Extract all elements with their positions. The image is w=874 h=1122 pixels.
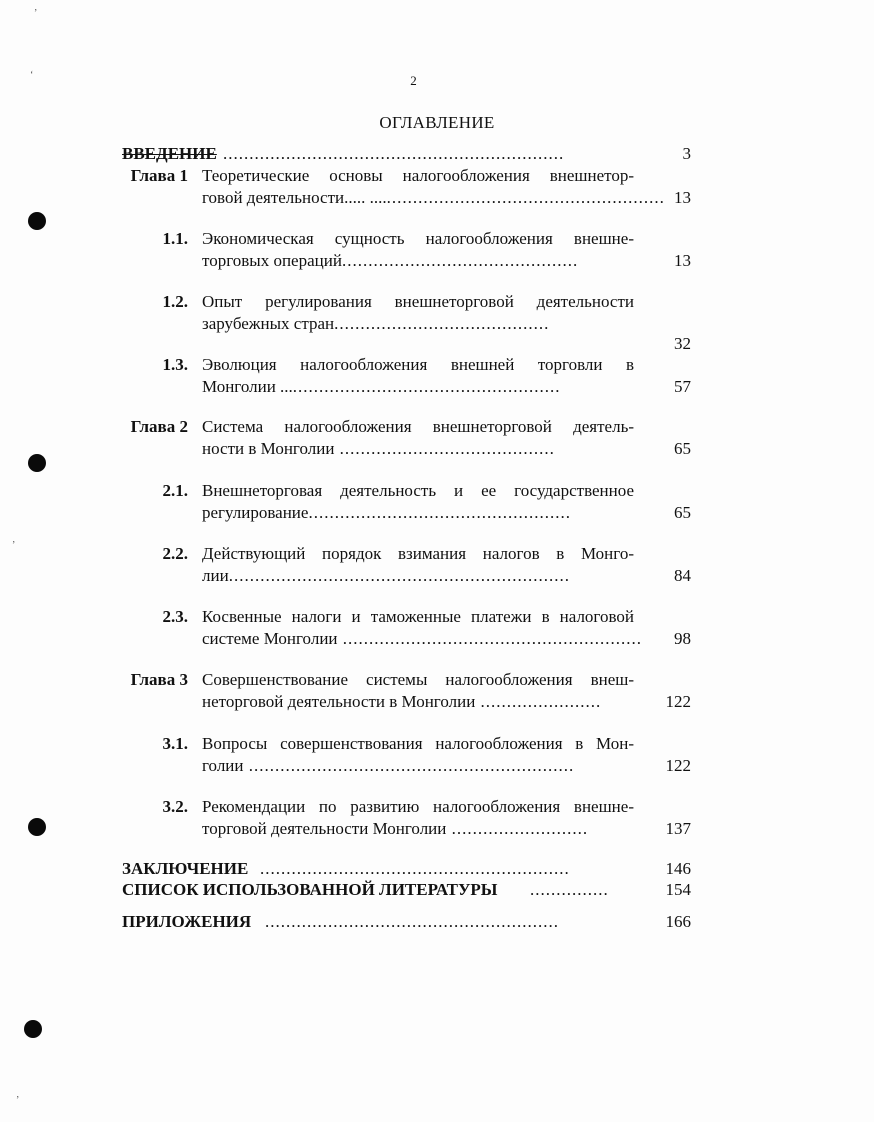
toc-entry-section[interactable] xyxy=(0,606,797,650)
toc-title: ОГЛАВЛЕНИЕ xyxy=(379,113,495,132)
toc-leader-dots: ........................................................ xyxy=(265,912,559,931)
toc-entry-text: Действующий порядок взимания налогов в Монго- лии................................................................. xyxy=(202,544,634,585)
toc-entry-text: Рекомендации по развитию налогообложения внешне- торговой деятельности Монголии .......................... xyxy=(202,797,634,838)
toc-entry-label: 3.2. xyxy=(162,797,188,816)
toc-entry-label: Глава 1 xyxy=(130,166,188,185)
scan-mark: ʼ xyxy=(34,8,38,19)
toc-entry-text: Опыт регулирования внешнеторговой деятельности зарубежных стран......................................... xyxy=(202,292,634,333)
toc-entry-label: 1.1. xyxy=(162,229,188,248)
toc-entry-label: 1.3. xyxy=(162,355,188,374)
toc-entry-label: 2.1. xyxy=(162,481,188,500)
scan-mark: ʼ xyxy=(12,540,16,551)
toc-entry-text: Теоретические основы налогообложения внешнетор- говой деятельности..... ......................................................... xyxy=(202,166,665,207)
toc-entry-text: Совершенствование системы налогообложения внеш- неторговой деятельности в Монголии ....................... xyxy=(202,670,634,711)
toc-entry-chapter[interactable] xyxy=(0,416,797,460)
toc-entry-label: ЗАКЛЮЧЕНИЕ xyxy=(122,859,249,878)
toc-leader-dots: ............... xyxy=(530,880,609,899)
toc-entry-page: 154 xyxy=(665,880,691,899)
toc-entry-text: Система налогообложения внешнеторговой деятель- ности в Монголии ......................................... xyxy=(202,417,634,458)
toc-entry-text: Экономическая сущность налогообложения внешне- торговых операций............................................. xyxy=(202,229,634,270)
toc-entry-page: 98 xyxy=(674,629,691,648)
toc-entry-page: 122 xyxy=(665,692,691,711)
toc-entry-label: 2.2. xyxy=(162,544,188,563)
page-number: 2 xyxy=(410,73,417,88)
toc-entry-page: 166 xyxy=(665,912,691,931)
toc-entry-section[interactable] xyxy=(0,733,797,777)
scan-mark: ʼ xyxy=(16,1095,20,1106)
toc-entry-label: ВВЕДЕНИЕ xyxy=(122,144,217,163)
toc-entry-page: 84 xyxy=(674,566,691,585)
toc-entry-section[interactable] xyxy=(0,480,797,524)
toc-entry-text: Внешнеторговая деятельность и ее государственное регулирование.................................................. xyxy=(202,481,634,522)
toc-entry-label: 2.3. xyxy=(162,607,188,626)
toc-entry-label: ПРИЛОЖЕНИЯ xyxy=(122,912,252,931)
toc-entry-label: 3.1. xyxy=(162,734,188,753)
toc-entry-text: Эволюция налогообложения внешней торговли в Монголии ...................................................... xyxy=(202,355,634,396)
toc-entry-label: Глава 2 xyxy=(130,417,188,436)
toc-entry-label: СПИСОК ИСПОЛЬЗОВАННОЙ ЛИТЕРАТУРЫ xyxy=(122,880,498,899)
toc-entry-chapter[interactable] xyxy=(0,165,797,209)
toc-entry-page: 13 xyxy=(674,188,691,207)
toc-entry-page: 65 xyxy=(674,439,691,458)
toc-entry-label: 1.2. xyxy=(162,292,188,311)
toc-entry-section[interactable] xyxy=(0,796,797,840)
toc-entry-page: 13 xyxy=(674,251,691,270)
toc-entry-page: 32 xyxy=(674,334,691,353)
toc-entry-page: 146 xyxy=(665,859,691,878)
toc-entry-page: 57 xyxy=(674,377,691,396)
toc-entry-section[interactable] xyxy=(0,354,797,398)
toc-entry-page: 137 xyxy=(665,819,691,838)
toc-entry-section[interactable] xyxy=(0,291,797,357)
toc-entry-label: Глава 3 xyxy=(130,670,188,689)
toc-entry-text: Косвенные налоги и таможенные платежи в налоговой системе Монголии ......................................................... xyxy=(202,607,643,648)
toc-entry-page: 3 xyxy=(682,144,691,163)
toc-entry-chapter[interactable] xyxy=(0,669,797,713)
toc-leader-dots: ........................................................... xyxy=(260,859,570,878)
toc-leader-dots: ................................................................. xyxy=(223,144,565,163)
toc-entry-page: 122 xyxy=(665,756,691,775)
scan-mark: ʻ xyxy=(30,70,34,81)
toc-entry-section[interactable] xyxy=(0,543,797,587)
toc-entry-page: 65 xyxy=(674,503,691,522)
toc-entry-text: Вопросы совершенствования налогообложения в Мон- голии .............................................................. xyxy=(202,734,634,775)
toc-entry-section[interactable] xyxy=(0,228,797,272)
